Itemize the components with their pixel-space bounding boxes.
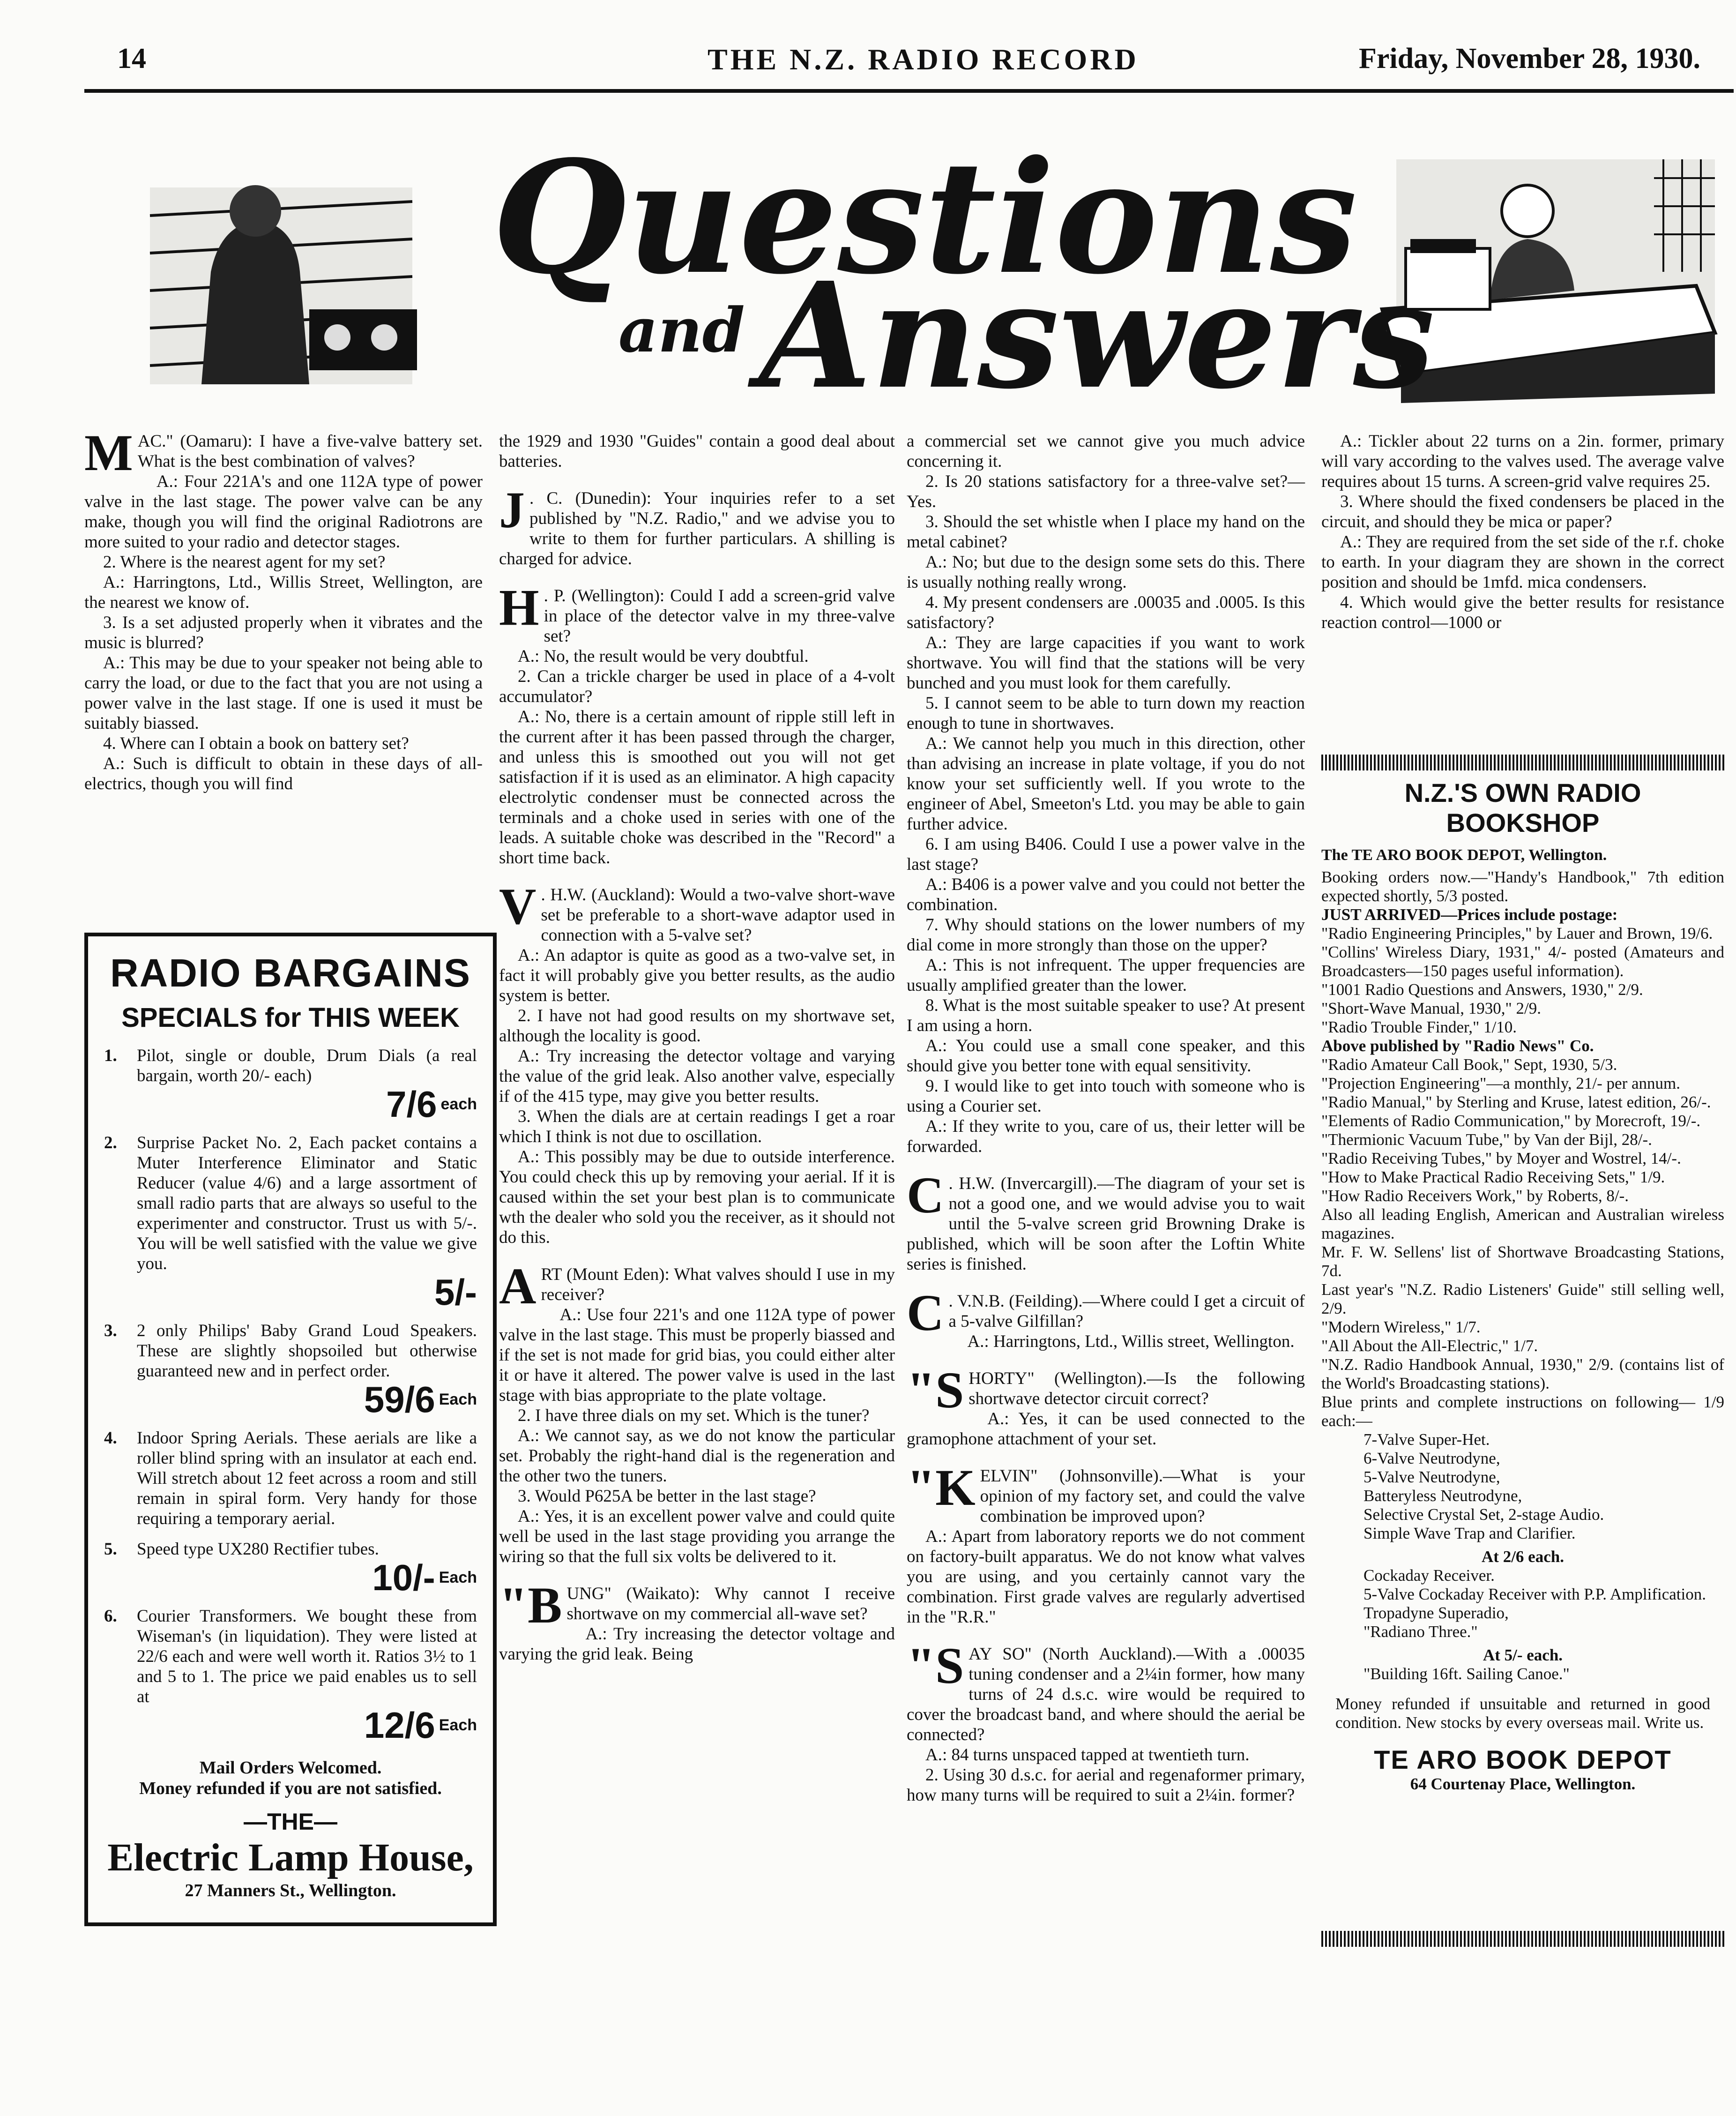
blueprint-item: Batteryless Neutrodyne, bbox=[1363, 1487, 1522, 1505]
ad-the: —THE— bbox=[244, 1809, 337, 1835]
paragraph bbox=[907, 875, 1305, 915]
paragraph-text: 4. Which would give the better results for resistance reaction control—1000 or bbox=[1321, 593, 1724, 632]
blueprint-item: 6-Valve Neutrodyne, bbox=[1363, 1449, 1500, 1467]
paragraph-text: A.: Four 221A's and one 112A type of power valve in the last stage. The power valve can be any make, though you will find the original Radiotrons are more suited to your radio and detector stages. bbox=[84, 472, 483, 552]
paragraph-text: A.: Tickler about 22 turns on a 2in. former, primary will vary according to the valves used. The average valve requires about 15 turns. A screen-grid valve requires 25. bbox=[1321, 432, 1724, 491]
ad-refund: Money refunded if you are not satisfied. bbox=[139, 1779, 442, 1798]
paragraph-text: A.: B406 is a power valve and you could not better the combination. bbox=[907, 875, 1305, 914]
paragraph bbox=[84, 552, 483, 572]
ad-item bbox=[104, 1428, 477, 1529]
bookshop-refund: Money refunded if unsuitable and returned in good condition. New stocks by every overseas mail. Write us. bbox=[1335, 1695, 1710, 1732]
ad-item-price: 59/6 $^{Each}$ bbox=[364, 1379, 477, 1420]
paragraph bbox=[907, 1331, 1305, 1352]
paragraph-text: A.: If they write to you, care of us, their letter will be forwarded. bbox=[907, 1117, 1305, 1156]
paragraph bbox=[907, 1076, 1305, 1116]
paragraph bbox=[907, 1765, 1305, 1805]
page-number: 14 bbox=[117, 43, 146, 75]
paragraph-text: A.: Try increasing the detector voltage and varying the value of the grid leak. Also another valve, especially if of the 415 type, may give you better results. bbox=[499, 1047, 895, 1106]
drop-cap: "S bbox=[907, 1637, 964, 1694]
ad-item-number: 6. bbox=[104, 1607, 117, 1626]
paragraph-text: UNG" (Waikato): Why cannot I receive shortwave on my commercial all-wave set? bbox=[566, 1584, 895, 1623]
book-listing: "Radio Trouble Finder," 1/10. bbox=[1321, 1018, 1517, 1036]
paragraph-text: 8. What is the most suitable speaker to use? At present I am using a horn. bbox=[907, 996, 1305, 1035]
paragraph bbox=[499, 1426, 895, 1486]
paragraph-text: AY SO" (North Auckland).—With a .00035 tuning condenser and a 2¼in former, how many turns of 24 d.s.c. wire would be required to cover the broadcast band, and where should the aerial be connected? bbox=[907, 1645, 1305, 1744]
paragraph-text: RT (Mount Eden): What valves should I use in my receiver? bbox=[541, 1265, 895, 1304]
banner-questions: Questions bbox=[492, 131, 1357, 308]
paragraph bbox=[499, 666, 895, 707]
paragraph bbox=[1321, 592, 1724, 633]
paragraph bbox=[907, 1166, 1305, 1274]
blueprint-item: "Radiano Three." bbox=[1363, 1623, 1478, 1641]
ad-item-number: 3. bbox=[104, 1321, 117, 1340]
bookshop-list bbox=[1321, 868, 1724, 1430]
paragraph bbox=[907, 431, 1305, 471]
ad-items bbox=[104, 1046, 477, 1746]
blueprint-item: Cockaday Receiver. bbox=[1363, 1566, 1495, 1585]
paragraph bbox=[84, 653, 483, 733]
paragraph bbox=[907, 1745, 1305, 1765]
ad-item-unit: each bbox=[440, 1095, 477, 1113]
paragraph-text: 2. Using 30 d.s.c. for aerial and regenaformer primary, how many turns will be required to suit a 2¼in. former? bbox=[907, 1765, 1305, 1805]
paragraph bbox=[907, 512, 1305, 552]
paragraph bbox=[499, 878, 895, 945]
paragraph-text: . H.W. (Invercargill).—The diagram of your set is not a good one, and we would advise you to wait until the 5-valve screen grid Browning Drake is published, which will be soon after the Loftin White series is finished. bbox=[907, 1174, 1305, 1274]
paragraph-text: A.: This possibly may be due to outside interference. You could check this up by removing your aerial. If it is caused within the set your best plan is to communicate wth the dealer who sold you the receiver, as it should not do this. bbox=[499, 1147, 895, 1247]
paragraph-text: 6. I am using B406. Could I use a power valve in the last stage? bbox=[907, 835, 1305, 874]
paragraph bbox=[499, 1577, 895, 1634]
paragraph bbox=[907, 1526, 1305, 1627]
bookshop-address: 64 Courtenay Place, Wellington. bbox=[1410, 1775, 1636, 1793]
ad-item-text: 2 only Philips' Baby Grand Loud Speakers. These are slightly shopsoiled but otherwise guaranteed new and in perfect order. bbox=[137, 1321, 477, 1381]
paragraph bbox=[907, 1637, 1305, 1745]
paragraph-text: A.: Apart from laboratory reports we do not comment on factory-built apparatus. We do not know what valves you are using, and you certainly cannot vary the combination. First grade valves are regularly advertised in the "R.R." bbox=[907, 1527, 1305, 1627]
paragraph bbox=[499, 945, 895, 1006]
paragraph-text: 2. I have not had good results on my shortwave set, although the locality is good. bbox=[499, 1006, 895, 1046]
blueprints-1-9 bbox=[1321, 1430, 1724, 1543]
ad-item-text: Speed type UX280 Rectifier tubes. bbox=[137, 1540, 379, 1559]
paragraph-text: A.: We cannot say, as we do not know the particular set. Probably the right-hand dial is the regeneration and the other two the tuners. bbox=[499, 1426, 895, 1486]
book-listing: "N.Z. Radio Handbook Annual, 1930," 2/9. (contains list of the World's Broadcasting stations). bbox=[1321, 1355, 1724, 1392]
book-listing: "Collins' Wireless Diary, 1931," 4/- posted (Amateurs and Broadcasters—150 pages useful information). bbox=[1321, 943, 1724, 980]
paragraph-text: A.: We cannot help you much in this direction, other than advising an increase in plate voltage, if you do not know your set sufficiently well. If you wrote to the engineer of Abel, Smeeton's Ltd. you may be able to gain further advice. bbox=[907, 734, 1305, 834]
bookshop-title-2: BOOKSHOP bbox=[1446, 808, 1600, 837]
bookshop-depot-name: TE ARO BOOK DEPOT bbox=[1374, 1745, 1672, 1774]
paragraph-text: A.: Yes, it is an excellent power valve and could quite well be used in the last stage providing you arrange the wiring so that the full six volts be delivered to it. bbox=[499, 1507, 895, 1566]
paragraph-text: a commercial set we cannot give you much advice concerning it. bbox=[907, 432, 1305, 471]
hatch-divider-bottom bbox=[1321, 1931, 1724, 1947]
book-listing: JUST ARRIVED—Prices include postage: bbox=[1321, 905, 1618, 924]
paragraph-text: 2. I have three dials on my set. Which is the tuner? bbox=[518, 1406, 870, 1425]
book-listing: Booking orders now.—"Handy's Handbook," 7th edition expected shortly, 5/3 posted. bbox=[1321, 868, 1724, 905]
paragraph-text: AC." (Oamaru): I have a five-valve battery set. What is the best combination of valves? bbox=[137, 432, 483, 471]
paragraph bbox=[907, 915, 1305, 955]
paragraph-text: A.: No, there is a certain amount of ripple still left in the current after it has been passed through the charger, and unless this is smoothed out you will not get satisfaction if it is used as an eliminator. A high capacity electrolytic condenser must be connected across the terminals and a choke used in series with one of the leads. A suitable choke was described in the "Record" a short time back. bbox=[499, 707, 895, 867]
paragraph bbox=[907, 1116, 1305, 1157]
ad-item-text: Surprise Packet No. 2, Each packet contains a Muter Interference Eliminator and Static Reducer (value 4/6) and a large assortment of small radio parts that are always so useful to the experimenter and constructor. Trust us with 5/-. You will be well satisfied with the value we give you. bbox=[137, 1133, 477, 1273]
ad-item bbox=[104, 1539, 477, 1596]
paragraph bbox=[499, 707, 895, 868]
ad-item-price: 12/6 $^{Each}$ bbox=[364, 1705, 477, 1746]
paragraph-text: the 1929 and 1930 "Guides" contain a good deal about batteries. bbox=[499, 432, 895, 471]
paragraph bbox=[907, 995, 1305, 1036]
paragraph bbox=[499, 1506, 895, 1567]
ad-item-number: 1. bbox=[104, 1046, 117, 1065]
paragraph bbox=[499, 1305, 895, 1406]
drop-cap: V bbox=[499, 878, 536, 935]
paragraph bbox=[907, 1459, 1305, 1526]
book-listing: "Elements of Radio Communication," by Morecroft, 19/-. bbox=[1321, 1112, 1701, 1130]
paragraph bbox=[499, 1107, 895, 1147]
book-listing: "1001 Radio Questions and Answers, 1930," 2/9. bbox=[1321, 980, 1643, 999]
paragraph bbox=[1321, 492, 1724, 532]
at-2-6: At 2/6 each. bbox=[1482, 1548, 1564, 1566]
book-listing: "Radio Manual," by Sterling and Kruse, latest edition, 26/-. bbox=[1321, 1093, 1711, 1111]
book-listing: "How to Make Practical Radio Receiving Sets," 1/9. bbox=[1321, 1168, 1665, 1186]
ad-item-price: 7/6 $^{each}$ bbox=[386, 1084, 477, 1125]
paragraph-text: 5. I cannot seem to be able to turn down my reaction enough to tune in shortwaves. bbox=[907, 694, 1305, 733]
ad-item-text: Pilot, single or double, Drum Dials (a real bargain, worth 20/- each) bbox=[137, 1046, 477, 1085]
blueprint-item: Selective Crystal Set, 2-stage Audio. bbox=[1363, 1505, 1604, 1524]
paragraph bbox=[907, 693, 1305, 733]
book-listing: "Radio Engineering Principles," by Lauer and Brown, 19/6. bbox=[1321, 924, 1713, 942]
paragraph bbox=[84, 733, 483, 754]
blueprint-item: 5-Valve Cockaday Receiver with P.P. Amplification. bbox=[1363, 1585, 1706, 1603]
paragraph bbox=[907, 633, 1305, 693]
paragraph-text: 2. Can a trickle charger be used in place of a 4-volt accumulator? bbox=[499, 667, 895, 706]
paragraph-text: 3. Should the set whistle when I place my hand on the metal cabinet? bbox=[907, 512, 1305, 552]
ad-item bbox=[104, 1046, 477, 1125]
blueprint-item: 5-Valve Neutrodyne, bbox=[1363, 1468, 1500, 1486]
ad-subtitle: SPECIALS for THIS WEEK bbox=[121, 1002, 460, 1033]
paragraph bbox=[499, 646, 895, 666]
paragraph-text: . C. (Dunedin): Your inquiries refer to a set published by "N.Z. Radio," and we advise you to write to them for further particulars. A shilling is charged for advice. bbox=[499, 489, 895, 568]
paragraph-text: 2. Is 20 stations satisfactory for a three-valve set?—Yes. bbox=[907, 472, 1305, 511]
paragraph-text: A.: An adaptor is quite as good as a two-valve set, in fact it will probably give you better results, as the audio system is better. bbox=[499, 946, 895, 1005]
paragraph bbox=[907, 552, 1305, 592]
paragraph bbox=[499, 1257, 895, 1315]
bookshop-ad bbox=[1321, 778, 1724, 1794]
paragraph-text: . P. (Wellington): Could I add a screen-grid valve in place of the detector valve in my three-valve set? bbox=[544, 586, 895, 646]
paragraph bbox=[1321, 532, 1724, 592]
paragraph bbox=[84, 613, 483, 653]
radio-bargains-ad bbox=[84, 933, 497, 1926]
ad-item-number: 5. bbox=[104, 1540, 117, 1559]
blueprint-item: Simple Wave Trap and Clarifier. bbox=[1363, 1524, 1576, 1542]
banner-answers: Answers bbox=[759, 251, 1435, 408]
paragraph-text: A.: 84 turns unspaced tapped at twentieth turn. bbox=[925, 1745, 1250, 1765]
column-3 bbox=[907, 431, 1305, 1805]
paragraph bbox=[907, 1361, 1305, 1419]
paragraph-text: . H.W. (Auckland): Would a two-valve short-wave set be preferable to a short-wave adaptor used in connection with a 5-valve set? bbox=[541, 885, 895, 945]
ad-mail-orders: Mail Orders Welcomed. bbox=[199, 1758, 382, 1778]
paragraph bbox=[1321, 431, 1724, 492]
book-listing: "Modern Wireless," 1/7. bbox=[1321, 1318, 1481, 1336]
ad-item-text: Indoor Spring Aerials. These aerials are like a roller blind spring with an insulator at each end. Will stretch about 12 feet across a room and still remain in spiral form. Very handy for those requiring a temporary aerial. bbox=[137, 1428, 477, 1528]
blueprints-5 bbox=[1321, 1665, 1724, 1683]
ad-title: RADIO BARGAINS bbox=[110, 951, 471, 995]
paragraph bbox=[907, 592, 1305, 633]
book-listing: "All About the All-Electric," 1/7. bbox=[1321, 1337, 1538, 1355]
blueprints-2-6 bbox=[1321, 1566, 1724, 1641]
ad-advertiser: Electric Lamp House, bbox=[107, 1836, 474, 1879]
paragraph bbox=[84, 572, 483, 613]
questions-answers-banner bbox=[141, 131, 1724, 408]
ad-item-text: Courier Transformers. We bought these from Wiseman's (in liquidation). They were listed at 22/6 each and were well worth it. Ratios 3½ to 1 and 5 to 1. The price we paid enables us to sell at bbox=[137, 1607, 477, 1706]
book-listing: Blue prints and complete instructions on following— 1/9 each:— bbox=[1321, 1393, 1724, 1430]
paragraph-text: . V.N.B. (Feilding).—Where could I get a circuit of a 5-valve Gilfillan? bbox=[948, 1292, 1305, 1331]
paragraph-text: 7. Why should stations on the lower numbers of my dial come in more strongly than those on the upper? bbox=[907, 915, 1305, 955]
paragraph-text: A.: This may be due to your speaker not being able to carry the load, or due to the fact that you are not using a power valve in the last stage. If one is used it must be suitably biassed. bbox=[84, 653, 483, 733]
drop-cap: "K bbox=[907, 1459, 976, 1516]
paragraph bbox=[907, 1036, 1305, 1076]
drop-cap: M bbox=[84, 424, 133, 481]
ad-item-number: 4. bbox=[104, 1428, 117, 1448]
paragraph-text: 4. Where can I obtain a book on battery set? bbox=[103, 734, 409, 753]
paragraph bbox=[907, 471, 1305, 512]
ad-item-unit: Each bbox=[439, 1391, 477, 1408]
issue-date: Friday, November 28, 1930. bbox=[1359, 43, 1701, 75]
paragraph bbox=[499, 481, 895, 569]
book-listing: Last year's "N.Z. Radio Listeners' Guide" still selling well, 2/9. bbox=[1321, 1280, 1724, 1317]
paragraph bbox=[84, 471, 483, 552]
paragraph-text: 3. Where should the fixed condensers be placed in the circuit, and should they be mica or paper? bbox=[1321, 492, 1724, 531]
paragraph-text: A.: You could use a small cone speaker, and this should give you better tone with equal sensitivity. bbox=[907, 1036, 1305, 1076]
paragraph-text: A.: They are required from the set side of the r.f. choke to earth. In your diagram they are shown in the correct position and should be 1mfd. mica condensers. bbox=[1321, 532, 1724, 592]
hatch-divider bbox=[1321, 755, 1724, 770]
at-5: At 5/- each. bbox=[1483, 1646, 1563, 1664]
column-1 bbox=[84, 424, 483, 794]
ad-item-unit: Each bbox=[439, 1716, 477, 1734]
paragraph-text: A.: Such is difficult to obtain in these days of all-electrics, though you will find bbox=[84, 754, 483, 793]
ad-item bbox=[104, 1133, 477, 1313]
paragraph-text: A.: No, the result would be very doubtful. bbox=[518, 647, 809, 666]
paragraph bbox=[499, 1147, 895, 1248]
radio-listener-illustration-icon bbox=[150, 185, 417, 384]
paragraph-text: A.: Harringtons, Ltd., Willis street, Wellington. bbox=[967, 1332, 1295, 1351]
paragraph-text: A.: No; but due to the design some sets do this. There is usually nothing really wrong. bbox=[907, 553, 1305, 592]
book-listing: "Thermionic Vacuum Tube," by Van der Bijl, 28/-. bbox=[1321, 1130, 1652, 1149]
ad-item-price: 5/- bbox=[434, 1271, 477, 1313]
paragraph-text: A.: This is not infrequent. The upper frequencies are usually amplified greater than the lower. bbox=[907, 956, 1305, 995]
book-listing: Mr. F. W. Sellens' list of Shortwave Broadcasting Stations, 7d. bbox=[1321, 1243, 1724, 1280]
column-4 bbox=[1321, 431, 1724, 633]
drop-cap: C bbox=[907, 1284, 944, 1341]
paragraph-text: 3. When the dials are at certain readings I get a roar which I think is not due to oscillation. bbox=[499, 1107, 895, 1146]
drop-cap: A bbox=[499, 1257, 536, 1315]
paragraph-text: 3. Is a set adjusted properly when it vibrates and the music is blurred? bbox=[84, 613, 483, 652]
paragraph-text: A.: Use four 221's and one 112A type of power valve in the last stage. This must be properly biassed and if the set is not made for grid bias, you could either alter it or have it altered. The power valve is used in the last stage with bias appropriate to the plate voltage. bbox=[499, 1305, 895, 1405]
book-listing: "Short-Wave Manual, 1930," 2/9. bbox=[1321, 999, 1542, 1017]
book-listing: "Projection Engineering"—a monthly, 21/- per annum. bbox=[1321, 1074, 1681, 1092]
ad-item bbox=[104, 1606, 477, 1746]
banner-and: and bbox=[618, 294, 745, 366]
book-listing: "How Radio Receivers Work," by Roberts, 8/-. bbox=[1321, 1187, 1629, 1205]
paragraph-text: A.: Harringtons, Ltd., Willis Street, Wellington, are the nearest we know of. bbox=[84, 573, 483, 612]
paragraph-text: HORTY" (Wellington).—Is the following shortwave detector circuit correct? bbox=[969, 1369, 1305, 1408]
book-listing: Above published by "Radio News" Co. bbox=[1321, 1037, 1594, 1055]
paragraph bbox=[84, 754, 483, 794]
paragraph-text: ELVIN" (Johnsonville).—What is your opinion of my factory set, and could the valve combination be improved upon? bbox=[980, 1466, 1305, 1526]
book-listing: "Radio Receiving Tubes," by Moyer and Wostrel, 14/-. bbox=[1321, 1149, 1681, 1167]
paragraph-text: 4. My present condensers are .00035 and .0005. Is this satisfactory? bbox=[907, 593, 1305, 632]
paragraph bbox=[907, 733, 1305, 834]
ad-item-number: 2. bbox=[104, 1133, 117, 1152]
drop-cap: J bbox=[499, 481, 525, 538]
header-rule bbox=[84, 89, 1734, 93]
paragraph bbox=[499, 1046, 895, 1107]
bookshop-depot-line: The TE ARO BOOK DEPOT, Wellington. bbox=[1321, 846, 1607, 864]
blueprint-item: Tropadyne Superadio, bbox=[1363, 1604, 1509, 1622]
drop-cap: H bbox=[499, 579, 539, 636]
paragraph-text: A.: Yes, it can be used connected to the gramophone attachment of your set. bbox=[907, 1409, 1305, 1449]
ad-address: 27 Manners St., Wellington. bbox=[185, 1881, 396, 1900]
paragraph-text: 2. Where is the nearest agent for my set? bbox=[103, 553, 386, 572]
paragraph bbox=[499, 1486, 895, 1506]
paragraph bbox=[907, 955, 1305, 995]
ad-item bbox=[104, 1321, 477, 1418]
drop-cap: "S bbox=[907, 1361, 964, 1419]
paragraph bbox=[84, 424, 483, 481]
drop-cap: "B bbox=[499, 1577, 562, 1634]
paragraph-text: 3. Would P625A be better in the last stage? bbox=[518, 1487, 816, 1506]
blueprint-item: 7-Valve Super-Het. bbox=[1363, 1430, 1490, 1449]
paragraph-text: A.: They are large capacities if you want to work shortwave. You will find that the stations will be very bunched and you must look for them carefully. bbox=[907, 633, 1305, 693]
paragraph-text: 9. I would like to get into touch with someone who is using a Courier set. bbox=[907, 1077, 1305, 1116]
drop-cap: C bbox=[907, 1166, 944, 1224]
paragraph bbox=[499, 1006, 895, 1046]
publication-title: THE N.Z. RADIO RECORD bbox=[708, 43, 1139, 76]
paragraph bbox=[499, 1406, 895, 1426]
paragraph bbox=[499, 431, 895, 471]
book-listing: Also all leading English, American and Australian wireless magazines. bbox=[1321, 1205, 1724, 1242]
book-listing: "Radio Amateur Call Book," Sept, 1930, 5/3. bbox=[1321, 1055, 1617, 1074]
paragraph bbox=[907, 1284, 1305, 1341]
paragraph bbox=[907, 1409, 1305, 1449]
paragraph bbox=[907, 834, 1305, 875]
page-header bbox=[84, 37, 1734, 94]
paragraph-text: A.: Try increasing the detector voltage and varying the grid leak. Being bbox=[499, 1624, 895, 1664]
blueprint-item: "Building 16ft. Sailing Canoe." bbox=[1363, 1665, 1570, 1683]
bookshop-title-1: N.Z.'S OWN RADIO bbox=[1404, 778, 1641, 808]
ad-item-price: 10/- $^{Each}$ bbox=[372, 1557, 477, 1598]
column-2 bbox=[499, 431, 895, 1664]
ad-item-unit: Each bbox=[439, 1569, 477, 1586]
paragraph bbox=[499, 579, 895, 646]
